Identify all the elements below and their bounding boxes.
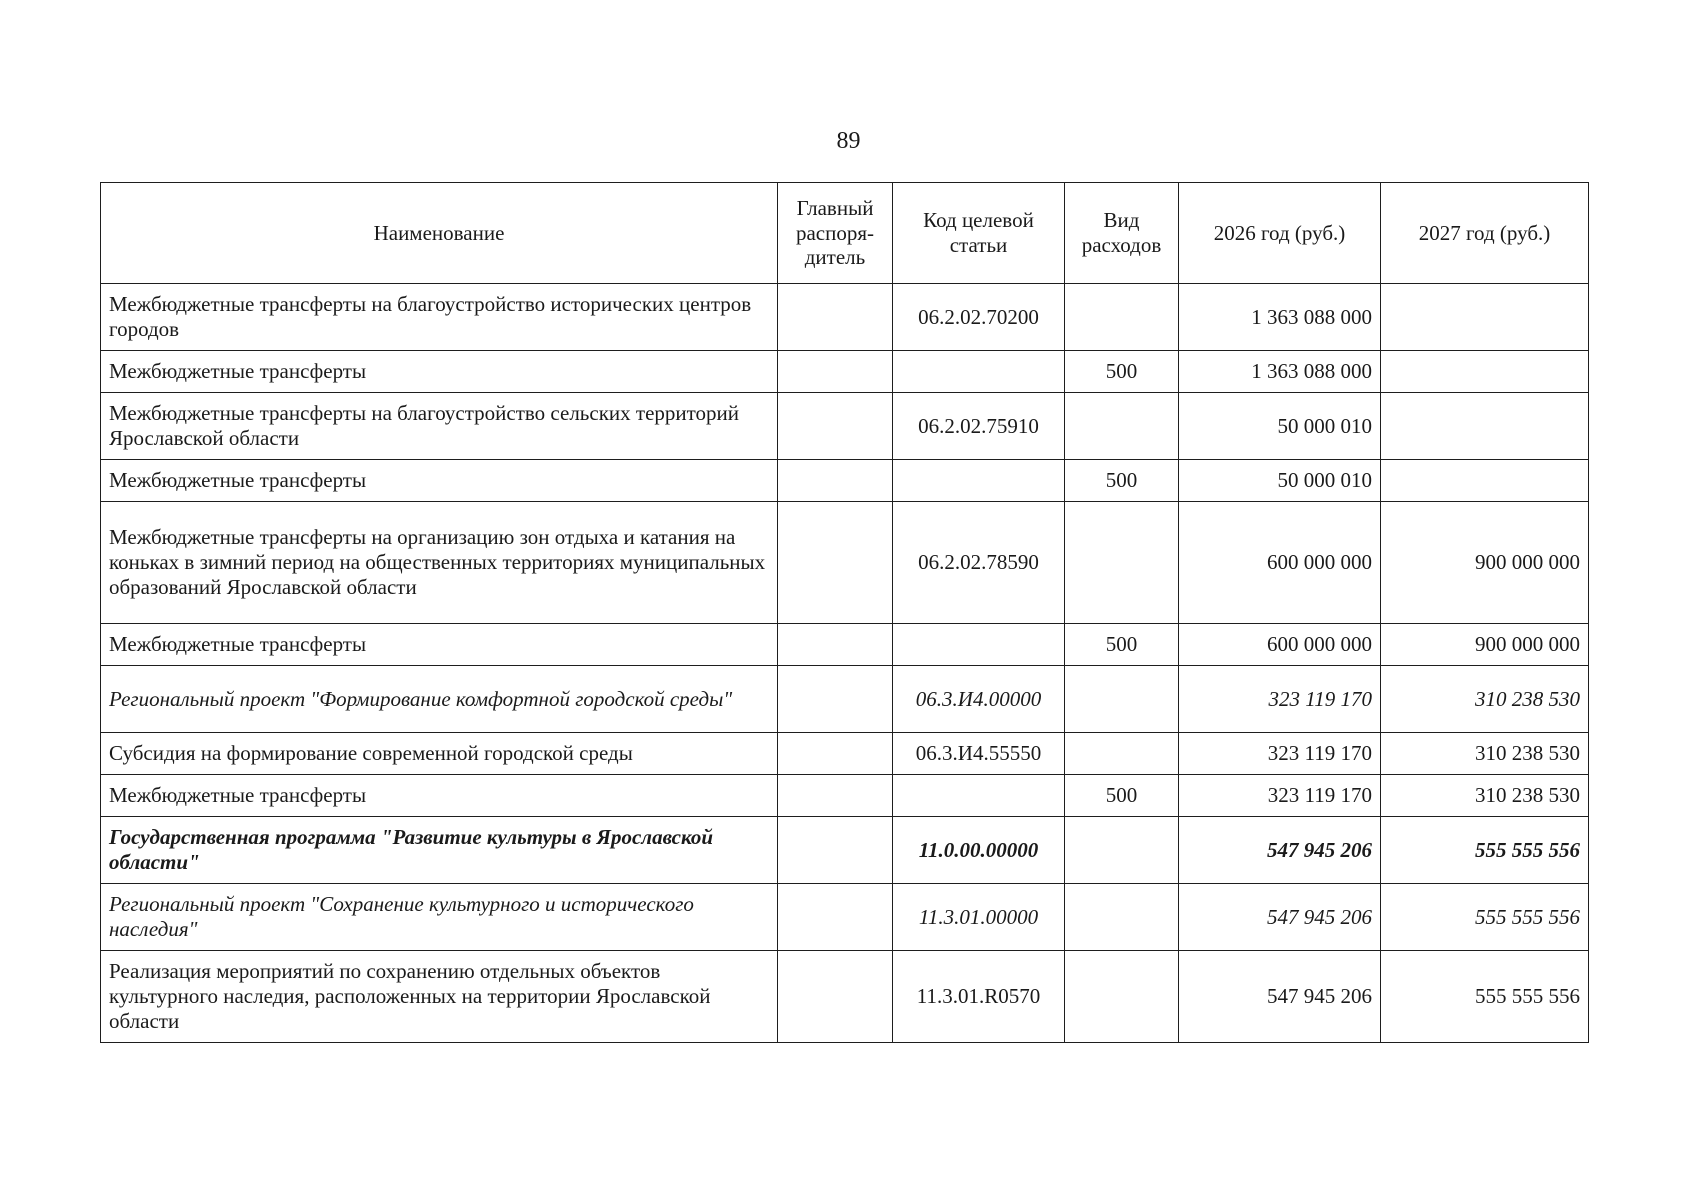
cell-name: Региональный проект "Сохранение культурного и исторического наследия" — [101, 884, 778, 951]
cell-target-code: 06.3.И4.00000 — [893, 666, 1065, 733]
table-row — [101, 733, 1589, 775]
header-expense-type: Вид расходов — [1065, 183, 1179, 284]
cell-chief-admin — [778, 393, 893, 460]
table-row — [101, 884, 1589, 951]
cell-amount-2026: 50 000 010 — [1179, 460, 1381, 502]
cell-expense-type: 500 — [1065, 351, 1179, 393]
cell-target-code: 11.0.00.00000 — [893, 817, 1065, 884]
cell-amount-2026: 600 000 000 — [1179, 502, 1381, 624]
cell-chief-admin — [778, 284, 893, 351]
cell-amount-2026: 600 000 000 — [1179, 624, 1381, 666]
cell-name: Межбюджетные трансферты — [101, 460, 778, 502]
cell-expense-type: 500 — [1065, 775, 1179, 817]
cell-chief-admin — [778, 666, 893, 733]
cell-expense-type — [1065, 393, 1179, 460]
cell-chief-admin — [778, 951, 893, 1043]
header-row — [101, 183, 1589, 284]
header-year-2027: 2027 год (руб.) — [1381, 183, 1589, 284]
cell-expense-type — [1065, 884, 1179, 951]
cell-name: Субсидия на формирование современной городской среды — [101, 733, 778, 775]
table-row — [101, 284, 1589, 351]
table-header — [101, 183, 1589, 284]
cell-amount-2027: 900 000 000 — [1381, 502, 1589, 624]
table-row — [101, 351, 1589, 393]
cell-target-code: 06.2.02.78590 — [893, 502, 1065, 624]
cell-expense-type — [1065, 733, 1179, 775]
cell-amount-2026: 1 363 088 000 — [1179, 284, 1381, 351]
cell-name: Реализация мероприятий по сохранению отдельных объектов культурного наследия, расположенных на территории Ярославской области — [101, 951, 778, 1043]
cell-name: Межбюджетные трансферты на благоустройство сельских территорий Ярославской области — [101, 393, 778, 460]
cell-amount-2027 — [1381, 460, 1589, 502]
header-year-2026: 2026 год (руб.) — [1179, 183, 1381, 284]
cell-chief-admin — [778, 351, 893, 393]
cell-name: Межбюджетные трансферты — [101, 624, 778, 666]
cell-name: Межбюджетные трансферты на благоустройство исторических центров городов — [101, 284, 778, 351]
cell-expense-type — [1065, 817, 1179, 884]
table-row — [101, 951, 1589, 1043]
table-body — [101, 284, 1589, 1043]
cell-chief-admin — [778, 460, 893, 502]
table-row — [101, 460, 1589, 502]
cell-target-code: 11.3.01.R0570 — [893, 951, 1065, 1043]
cell-expense-type — [1065, 951, 1179, 1043]
cell-target-code: 06.2.02.70200 — [893, 284, 1065, 351]
cell-amount-2027 — [1381, 284, 1589, 351]
cell-target-code: 06.3.И4.55550 — [893, 733, 1065, 775]
table-row — [101, 624, 1589, 666]
cell-amount-2026: 547 945 206 — [1179, 951, 1381, 1043]
cell-name: Межбюджетные трансферты — [101, 351, 778, 393]
cell-amount-2027: 310 238 530 — [1381, 666, 1589, 733]
cell-amount-2026: 50 000 010 — [1179, 393, 1381, 460]
cell-amount-2026: 547 945 206 — [1179, 884, 1381, 951]
cell-chief-admin — [778, 502, 893, 624]
cell-amount-2027: 310 238 530 — [1381, 775, 1589, 817]
cell-chief-admin — [778, 817, 893, 884]
cell-amount-2027: 555 555 556 — [1381, 817, 1589, 884]
cell-amount-2027: 310 238 530 — [1381, 733, 1589, 775]
table-row — [101, 502, 1589, 624]
cell-chief-admin — [778, 884, 893, 951]
cell-amount-2026: 323 119 170 — [1179, 733, 1381, 775]
cell-expense-type — [1065, 502, 1179, 624]
cell-chief-admin — [778, 775, 893, 817]
cell-amount-2026: 1 363 088 000 — [1179, 351, 1381, 393]
cell-target-code: 06.2.02.75910 — [893, 393, 1065, 460]
cell-amount-2026: 323 119 170 — [1179, 775, 1381, 817]
table-row — [101, 775, 1589, 817]
cell-target-code — [893, 624, 1065, 666]
cell-amount-2027: 555 555 556 — [1381, 951, 1589, 1043]
cell-name: Региональный проект "Формирование комфортной городской среды" — [101, 666, 778, 733]
cell-name: Межбюджетные трансферты — [101, 775, 778, 817]
table-row — [101, 817, 1589, 884]
table-row — [101, 393, 1589, 460]
cell-expense-type — [1065, 666, 1179, 733]
cell-target-code: 11.3.01.00000 — [893, 884, 1065, 951]
cell-name: Межбюджетные трансферты на организацию зон отдыха и катания на коньках в зимний период на общественных территориях муниципальных образований Ярославской области — [101, 502, 778, 624]
cell-target-code — [893, 351, 1065, 393]
cell-amount-2027: 555 555 556 — [1381, 884, 1589, 951]
cell-name: Государственная программа "Развитие культуры в Ярославской области" — [101, 817, 778, 884]
cell-amount-2027: 900 000 000 — [1381, 624, 1589, 666]
header-target-code: Код целевой статьи — [893, 183, 1065, 284]
cell-expense-type — [1065, 284, 1179, 351]
cell-amount-2026: 547 945 206 — [1179, 817, 1381, 884]
cell-expense-type: 500 — [1065, 624, 1179, 666]
header-chief-admin: Главный распоря-дитель — [778, 183, 893, 284]
cell-chief-admin — [778, 624, 893, 666]
header-name: Наименование — [101, 183, 778, 284]
budget-table — [100, 182, 1589, 1043]
cell-target-code — [893, 460, 1065, 502]
cell-expense-type: 500 — [1065, 460, 1179, 502]
page-number: 89 — [836, 128, 861, 154]
table-row — [101, 666, 1589, 733]
cell-target-code — [893, 775, 1065, 817]
cell-amount-2027 — [1381, 393, 1589, 460]
cell-chief-admin — [778, 733, 893, 775]
cell-amount-2027 — [1381, 351, 1589, 393]
cell-amount-2026: 323 119 170 — [1179, 666, 1381, 733]
